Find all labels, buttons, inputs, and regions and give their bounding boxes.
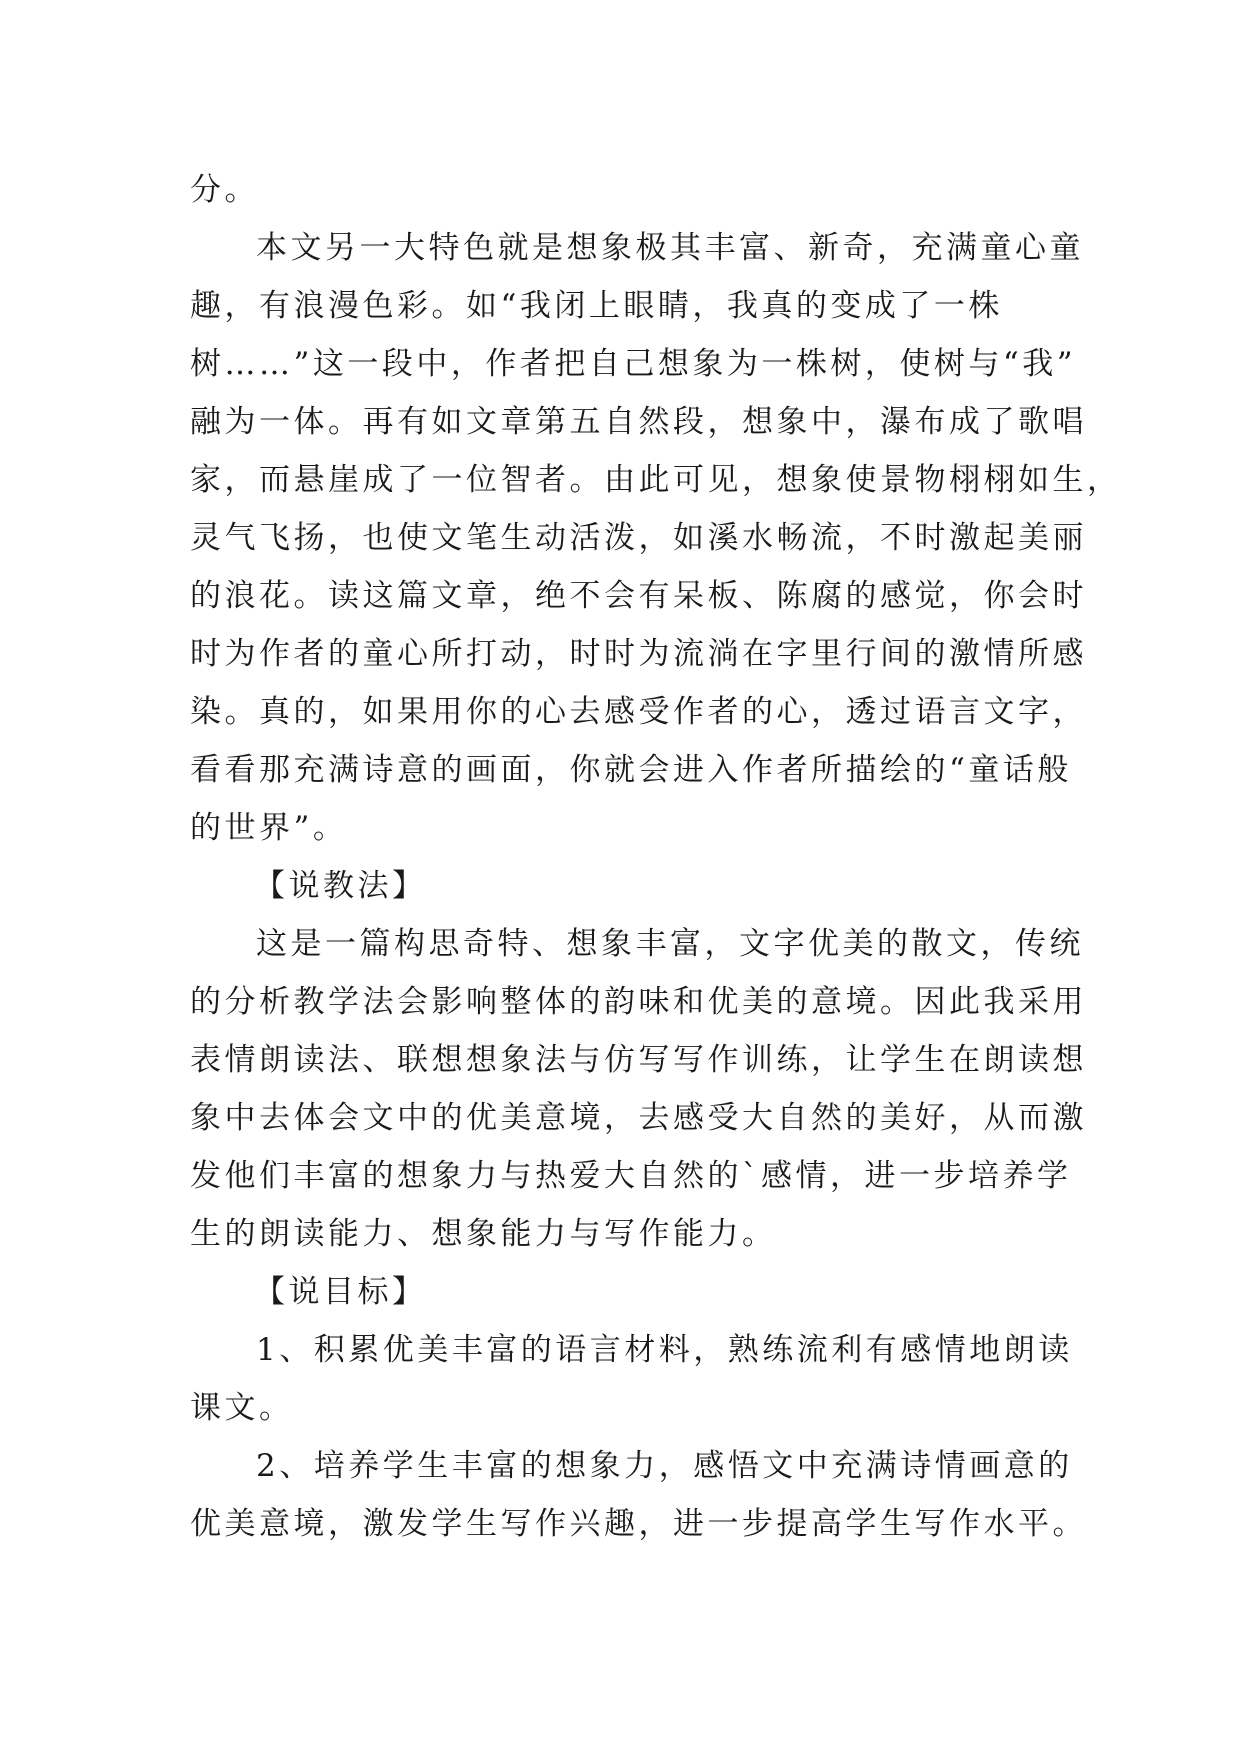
text-line: 表情朗读法、联想想象法与仿写写作训练，让学生在朗读想 [190, 1042, 1087, 1078]
text-line: 优美意境，激发学生写作兴趣，进一步提高学生写作水平。 [190, 1506, 1087, 1542]
objective-item-2: 2、培养学生丰富的想象力，感悟文中充满诗情画意的 [256, 1448, 1073, 1484]
text-line: 看看那充满诗意的画面，你就会进入作者所描绘的“童话般 [190, 752, 1072, 788]
text-line: 趣，有浪漫色彩。如“我闭上眼睛，我真的变成了一株 [190, 288, 1003, 324]
paragraph-first-line: 本文另一大特色就是想象极其丰富、新奇，充满童心童 [256, 230, 1084, 266]
text-line: 象中去体会文中的优美意境，去感受大自然的美好，从而激 [190, 1100, 1087, 1136]
text-line: 课文。 [190, 1390, 294, 1426]
text-line: 灵气飞扬，也使文笔生动活泼，如溪水畅流，不时激起美丽 [190, 520, 1087, 556]
paragraph-first-line: 这是一篇构思奇特、想象丰富，文字优美的散文，传统 [256, 926, 1084, 962]
text-line: 时为作者的童心所打动，时时为流淌在字里行间的激情所感 [190, 636, 1087, 672]
document-body [190, 161, 1122, 1553]
text-line: 发他们丰富的想象力与热爱大自然的`感情，进一步培养学 [190, 1158, 1072, 1194]
text-line: 家，而悬崖成了一位智者。由此可见，想象使景物栩栩如生， [190, 462, 1122, 498]
section-heading-teaching-method: 【说教法】 [254, 868, 427, 904]
text-line: 染。真的，如果用你的心去感受作者的心，透过语言文字， [190, 694, 1087, 730]
text-line: 的浪花。读这篇文章，绝不会有呆板、陈腐的感觉，你会时 [190, 578, 1087, 614]
text-line: 树……”这一段中，作者把自己想象为一株树，使树与“我” [190, 346, 1077, 382]
text-line: 的世界”。 [190, 810, 348, 846]
objective-item-1: 1、积累优美丰富的语言材料，熟练流利有感情地朗读 [256, 1332, 1073, 1368]
text-line: 融为一体。再有如文章第五自然段，想象中，瀑布成了歌唱 [190, 404, 1087, 440]
text-line: 的分析教学法会影响整体的韵味和优美的意境。因此我采用 [190, 984, 1087, 1020]
text-line: 分。 [190, 172, 259, 208]
text-line: 生的朗读能力、想象能力与写作能力。 [190, 1216, 777, 1252]
section-heading-objectives: 【说目标】 [254, 1274, 427, 1310]
